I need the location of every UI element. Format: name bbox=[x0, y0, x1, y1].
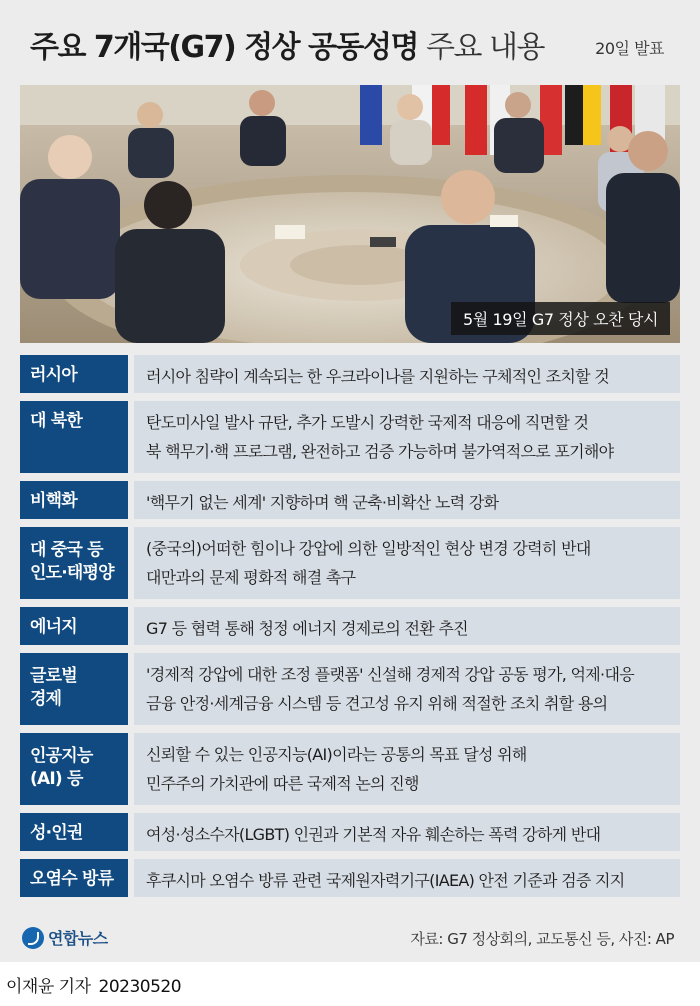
row-category bbox=[20, 401, 128, 473]
logo-text: 연합뉴스 bbox=[48, 929, 108, 948]
content-line: 여성·성소수자(LGBT) 인권과 기본적 자유 훼손하는 폭력 강하게 반대 bbox=[146, 825, 601, 844]
row-category bbox=[20, 653, 128, 725]
category-line: 대 중국 등 bbox=[30, 540, 103, 560]
category-line: (AI) 등 bbox=[30, 769, 83, 789]
row-category bbox=[20, 527, 128, 599]
row-content bbox=[134, 653, 680, 725]
row-category bbox=[20, 859, 128, 897]
table-row bbox=[20, 401, 680, 473]
row-content bbox=[134, 813, 680, 851]
content-line: G7 등 협력 통해 청정 에너지 경제로의 전환 추진 bbox=[146, 619, 468, 638]
table-row bbox=[20, 527, 680, 599]
content-line: 러시아 침략이 계속되는 한 우크라이나를 지원하는 구체적인 조치할 것 bbox=[146, 367, 610, 386]
table-row bbox=[20, 607, 680, 645]
row-category bbox=[20, 813, 128, 851]
category-line: 성·인권 bbox=[30, 823, 83, 843]
row-category bbox=[20, 481, 128, 519]
content-line: (중국의)어떠한 힘이나 강압에 의한 일방적인 현상 변경 강력히 반대 bbox=[146, 539, 591, 558]
category-line: 경제 bbox=[30, 689, 62, 709]
yonhap-logo-icon bbox=[22, 927, 44, 949]
byline-date: 20230520 bbox=[98, 977, 182, 997]
title-sub: 주요 내용 bbox=[425, 30, 544, 65]
table-row bbox=[20, 813, 680, 851]
row-content bbox=[134, 355, 680, 393]
byline bbox=[6, 972, 181, 997]
content-line: '경제적 강압에 대한 조정 플랫폼' 신설해 경제적 강압 공동 평가, 억제·대응 bbox=[146, 665, 634, 684]
content-line: 북 핵무기·핵 프로그램, 완전하고 검증 가능하며 불가역적으로 포기해야 bbox=[146, 442, 614, 461]
content-line: 후쿠시마 오염수 방류 관련 국제원자력기구(IAEA) 안전 기준과 검증 지지 bbox=[146, 871, 625, 890]
source-credit: 자료: G7 정상회의, 교도통신 등, 사진: AP bbox=[410, 930, 674, 948]
content-line: 민주주의 가치관에 따른 국제적 논의 진행 bbox=[146, 774, 419, 793]
category-line: 비핵화 bbox=[30, 491, 77, 511]
table-row bbox=[20, 355, 680, 393]
content-line: 대만과의 문제 평화적 해결 촉구 bbox=[146, 568, 356, 587]
content-line: 신뢰할 수 있는 인공지능(AI)이라는 공통의 목표 달성 위해 bbox=[146, 745, 527, 764]
row-category bbox=[20, 733, 128, 805]
table-row bbox=[20, 859, 680, 897]
row-category bbox=[20, 355, 128, 393]
table-row bbox=[20, 733, 680, 805]
category-line: 오염수 방류 bbox=[30, 869, 114, 889]
page-title bbox=[30, 22, 544, 66]
category-line: 대 북한 bbox=[30, 411, 82, 431]
photo-caption: 5월 19일 G7 정상 오찬 당시 bbox=[451, 302, 670, 335]
row-content bbox=[134, 733, 680, 805]
title-main: 주요 7개국(G7) 정상 공동성명 bbox=[30, 30, 418, 65]
row-category bbox=[20, 607, 128, 645]
category-line: 러시아 bbox=[30, 365, 77, 385]
category-line: 인공지능 bbox=[30, 746, 93, 766]
category-line: 글로벌 bbox=[30, 666, 77, 686]
content-line: 탄도미사일 발사 규탄, 추가 도발시 강력한 국제적 대응에 직면할 것 bbox=[146, 413, 589, 432]
reporter-name: 이재윤 기자 bbox=[6, 977, 91, 997]
row-content bbox=[134, 527, 680, 599]
row-content bbox=[134, 481, 680, 519]
row-content bbox=[134, 859, 680, 897]
content-line: '핵무기 없는 세계' 지향하며 핵 군축·비확산 노력 강화 bbox=[146, 493, 499, 512]
row-content bbox=[134, 401, 680, 473]
yonhap-logo bbox=[22, 926, 107, 949]
category-line: 인도·태평양 bbox=[30, 563, 114, 583]
release-date: 20일 발표 bbox=[595, 39, 664, 58]
category-line: 에너지 bbox=[30, 617, 77, 637]
content-line: 금융 안정·세계금융 시스템 등 견고성 유지 위해 적절한 조치 취할 용의 bbox=[146, 694, 608, 713]
table-row bbox=[20, 481, 680, 519]
row-content bbox=[134, 607, 680, 645]
summit-photo bbox=[20, 85, 680, 343]
table-row bbox=[20, 653, 680, 725]
summary-table bbox=[20, 355, 680, 905]
